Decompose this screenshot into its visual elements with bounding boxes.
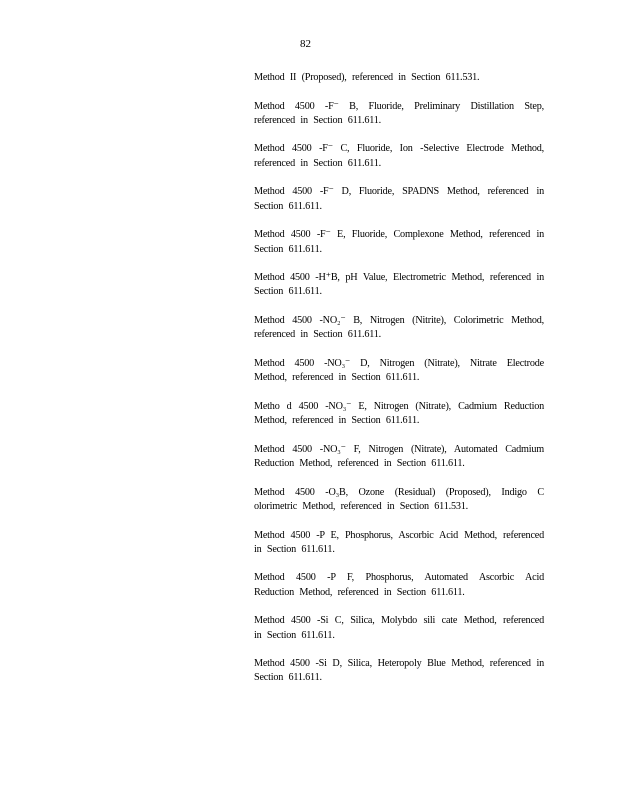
- page-number: 82: [300, 38, 311, 50]
- method-entry: Method 4500 -Si D, Silica, Heteropoly Blue Method, referenced in Section 611.611.: [254, 658, 544, 684]
- method-reference-list: [254, 71, 544, 700]
- method-entry: Method 4500 -NO₂⁻ B, Nitrogen (Nitrite), Colorimetric Method, referenced in Section 611.611.: [254, 315, 544, 341]
- method-entry: Method 4500 -NO₃⁻ D, Nitrogen (Nitrate), Nitrate Electrode Method, referenced in Section 611.611.: [254, 357, 544, 384]
- method-entry: Method 4500 -F⁻ E, Fluoride, Complexone Method, referenced in Section 611.611.: [254, 229, 544, 255]
- method-entry: Method 4500 -F⁻ B, Fluoride, Preliminary Distillation Step, referenced in Section 611.611.: [254, 100, 544, 126]
- method-entry: Method 4500 -P F, Phosphorus, Automated Ascorbic Acid Reduction Method, referenced in Section 611.611.: [254, 572, 544, 598]
- method-entry: Method 4500 -F⁻ D, Fluoride, SPADNS Method, referenced in Section 611.611.: [254, 186, 544, 212]
- method-entry: Method 4500 -F⁻ C, Fluoride, Ion -Selective Electrode Method, referenced in Section 611.611.: [254, 143, 544, 169]
- method-entry: Method 4500 -P E, Phosphorus, Ascorbic Acid Method, referenced in Section 611.611.: [254, 529, 544, 555]
- method-entry: Method 4500 -H⁺B, pH Value, Electrometric Method, referenced in Section 611.611.: [254, 272, 544, 298]
- method-entry: Method II (Proposed), referenced in Section 611.531.: [254, 72, 480, 83]
- method-entry: Method 4500 -NO₃⁻ F, Nitrogen (Nitrate), Automated Cadmium Reduction Method, referenced in Section 611.611.: [254, 443, 544, 470]
- method-entry: Method 4500 -O₃B, Ozone (Residual) (Proposed), Indigo C olorimetric Method, referenced in Section 611.531.: [254, 486, 544, 512]
- method-entry: Metho d 4500 -NO₃⁻ E, Nitrogen (Nitrate), Cadmium Reduction Method, referenced in Section 611.611.: [254, 400, 544, 427]
- method-entry: Method 4500 -Si C, Silica, Molybdo sili cate Method, referenced in Section 611.611.: [254, 615, 544, 641]
